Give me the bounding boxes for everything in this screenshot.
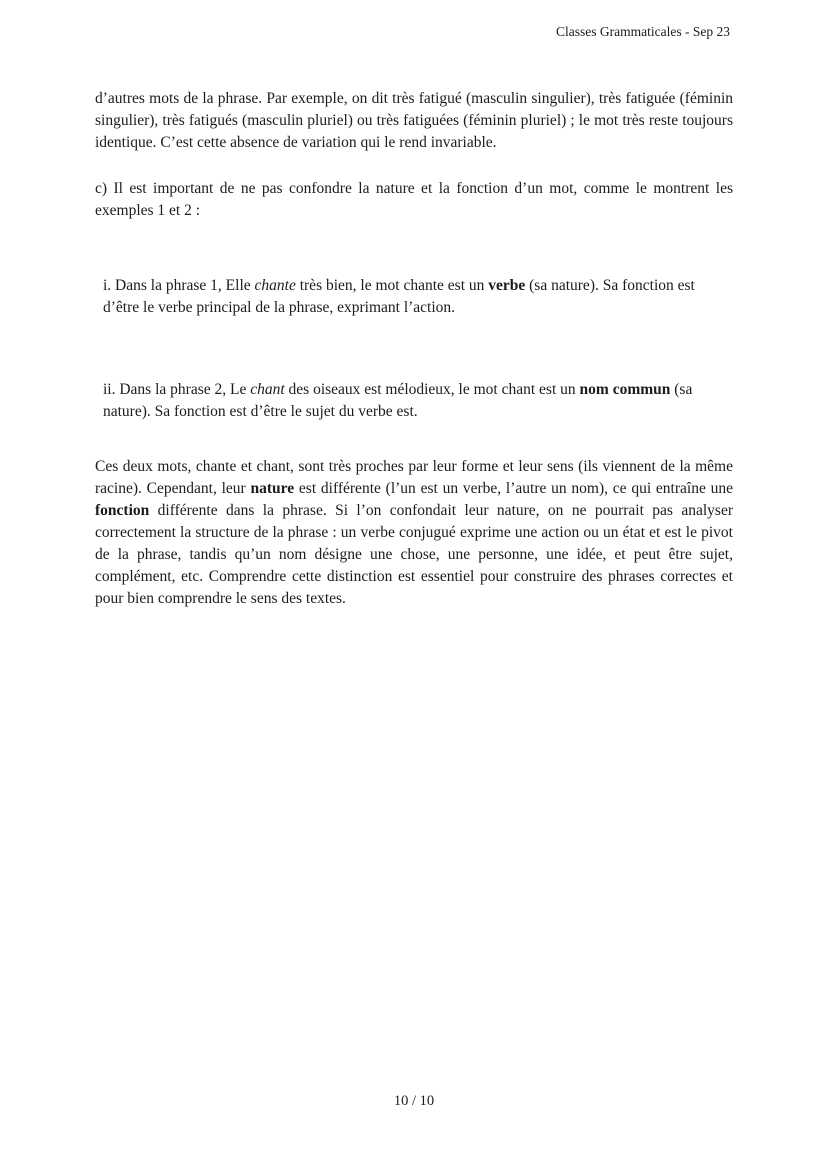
page-header-title: Classes Grammaticales - Sep 23 (556, 24, 730, 39)
paragraph-c-nature-fonction: c) Il est important de ne pas confondre la nature et la fonction d’un mot, comme le montrent les exemples 1 et 2 : (95, 180, 733, 219)
list-item-ii-phrase-2: ii. Dans la phrase 2, Le chant des oiseaux est mélodieux, le mot chant est un nom commun (sa nature). Sa fonction est d’être le sujet du verbe est. (103, 381, 693, 420)
page-number: 10 / 10 (393, 1093, 435, 1109)
paragraph-conclusion: Ces deux mots, chante et chant, sont très proches par leur forme et leur sens (ils viennent de la même racine). Cependant, leur nature est différente (l’un est un verbe, l’autre un nom), ce qui entraîne une fonction différente dans la phrase. Si l’on confondait leur nature, on ne pourrait pas analyser correctement la structure de la phrase : un verbe conjugué exprime une action ou un état et est le pivot de la phrase, tandis qu’un nom désigne une chose, une personne, une idée, et peut être sujet, complément, etc. Comprendre cette distinction est essentiel pour construire des phrases correctes et pour bien comprendre le sens des textes. (95, 458, 733, 607)
list-item-i-phrase-1: i. Dans la phrase 1, Elle chante très bien, le mot chante est un verbe (sa nature). Sa fonction est d’être le verbe principal de la phrase, exprimant l’action. (103, 277, 695, 316)
paragraph-invariable-example: d’autres mots de la phrase. Par exemple, on dit très fatigué (masculin singulier), très fatiguée (féminin singulier), très fatigués (masculin pluriel) ou très fatiguées (féminin pluriel) ; le mot très reste toujours identique. C’est cette absence de variation qui le rend invariable. (95, 90, 733, 151)
